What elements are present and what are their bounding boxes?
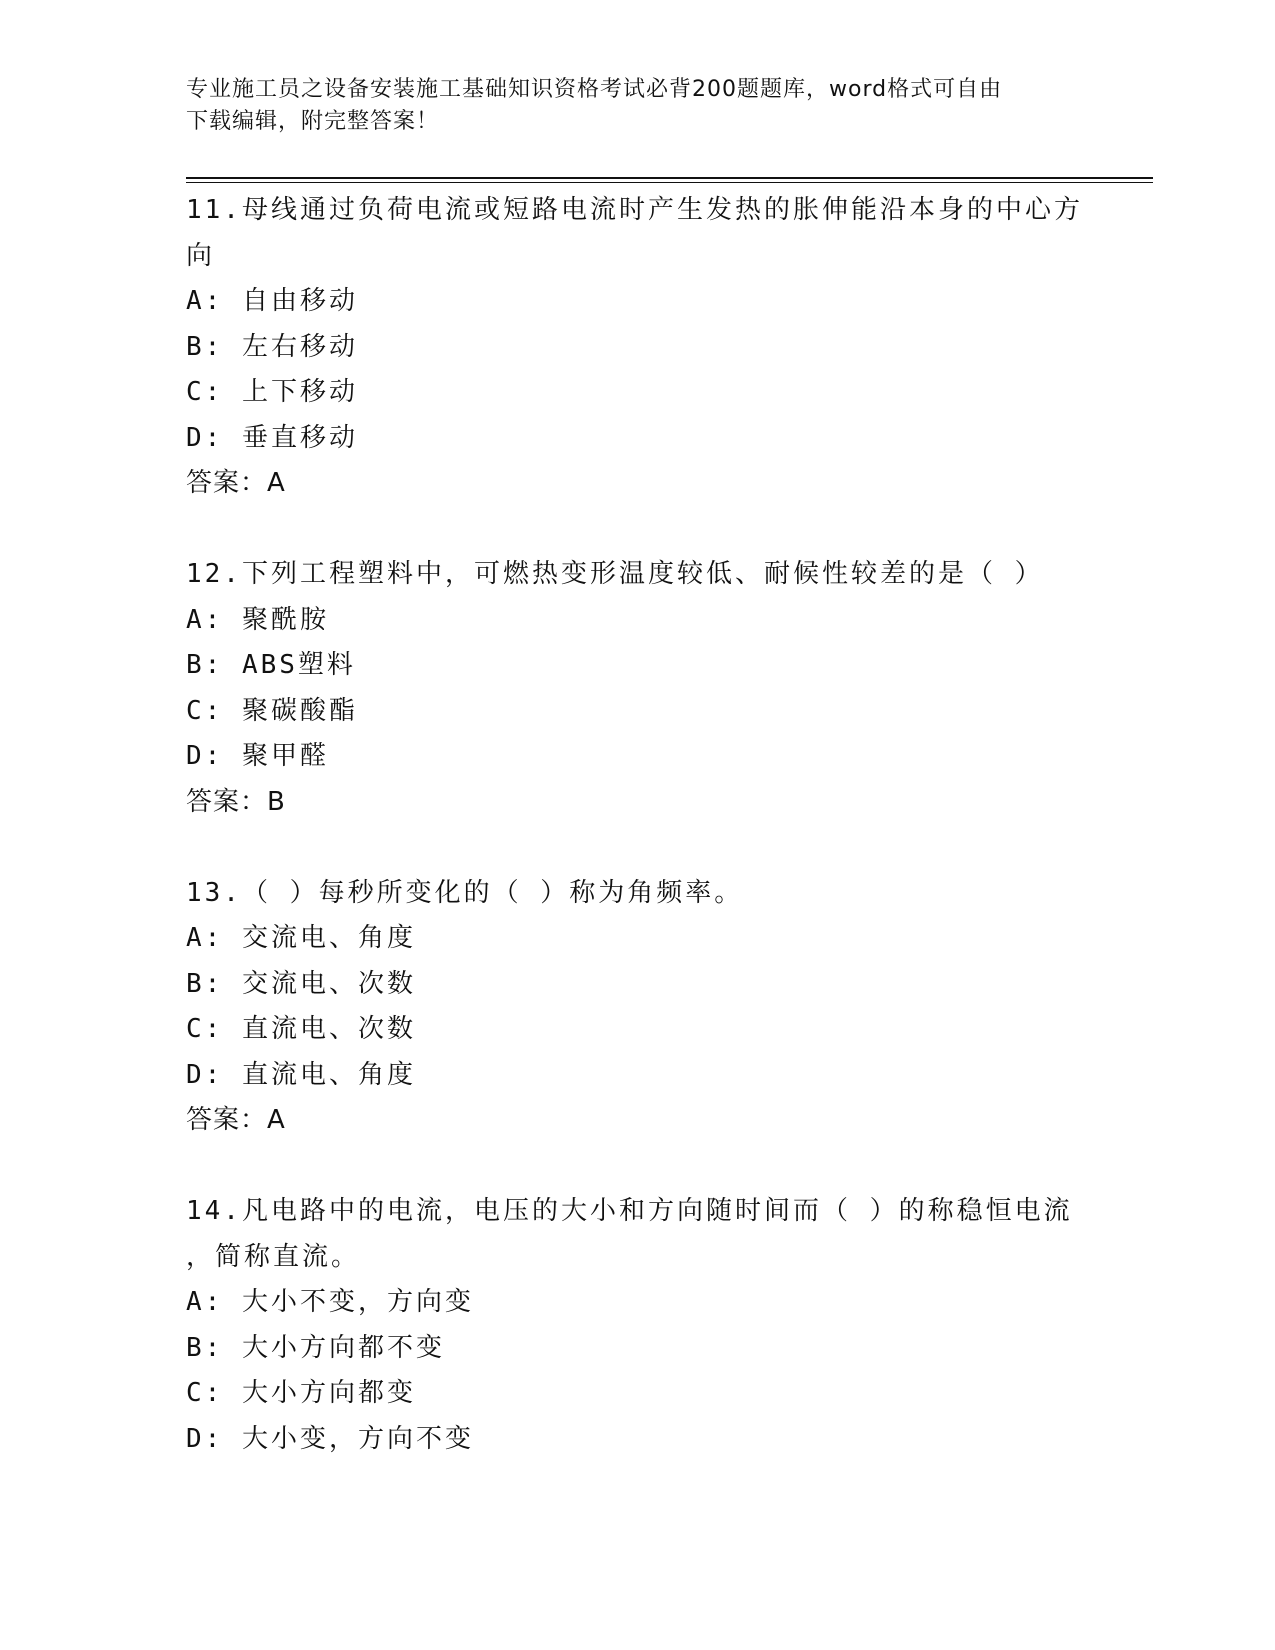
option-d bbox=[186, 1417, 1086, 1463]
option-a bbox=[186, 598, 1086, 644]
option-key: B: bbox=[186, 650, 224, 680]
option-text: 直流电、次数 bbox=[241, 1014, 416, 1044]
header-line-1: 专业施工员之设备安装施工基础知识资格考试必背200题题库，word格式可自由 bbox=[186, 77, 1003, 102]
header-line-2: 下载编辑，附完整答案！ bbox=[186, 109, 440, 134]
option-key: D: bbox=[186, 741, 224, 771]
answer-line: 答案：A bbox=[186, 1105, 286, 1135]
question-spacer bbox=[186, 1144, 1086, 1190]
option-key: D: bbox=[186, 422, 224, 453]
option-key: B: bbox=[186, 1332, 224, 1363]
question-11 bbox=[186, 188, 1086, 507]
option-text: 聚酰胺 bbox=[241, 604, 329, 635]
question-14 bbox=[186, 1189, 1086, 1462]
option-text: 交流电、角度 bbox=[241, 923, 416, 953]
option-text: 聚碳酸酯 bbox=[241, 695, 358, 726]
option-d bbox=[186, 416, 1086, 462]
option-key: A: bbox=[186, 286, 224, 316]
header-divider-thick bbox=[186, 177, 1153, 179]
question-stem: 11.母线通过负荷电流或短路电流时产生发热的胀伸能沿本身的中心方 bbox=[186, 195, 1083, 225]
question-spacer bbox=[186, 507, 1086, 553]
option-text: 聚甲醛 bbox=[241, 741, 329, 771]
answer-line: 答案：B bbox=[186, 786, 286, 817]
option-text: 上下移动 bbox=[241, 377, 358, 407]
option-b bbox=[186, 962, 1086, 1008]
document-header bbox=[186, 74, 1066, 138]
option-key: C: bbox=[186, 1378, 224, 1408]
option-a bbox=[186, 279, 1086, 325]
option-b bbox=[186, 1326, 1086, 1372]
question-list bbox=[186, 188, 1086, 1462]
option-text: 大小方向都变 bbox=[241, 1378, 416, 1408]
option-text: 自由移动 bbox=[241, 286, 358, 316]
option-c bbox=[186, 689, 1086, 735]
option-text: 大小不变，方向变 bbox=[241, 1287, 474, 1317]
question-stem: 13.（ ）每秒所变化的（ ）称为角频率。 bbox=[186, 877, 744, 908]
option-text: 大小变，方向不变 bbox=[241, 1423, 474, 1454]
option-key: A: bbox=[186, 1287, 224, 1317]
answer-line: 答案：A bbox=[186, 468, 286, 498]
option-text: ABS塑料 bbox=[241, 650, 356, 680]
option-d bbox=[186, 1053, 1086, 1099]
option-key: A: bbox=[186, 923, 224, 953]
question-13 bbox=[186, 871, 1086, 1144]
option-key: C: bbox=[186, 1014, 224, 1044]
option-text: 垂直移动 bbox=[241, 422, 358, 453]
question-spacer bbox=[186, 825, 1086, 871]
option-text: 左右移动 bbox=[241, 331, 358, 362]
option-key: B: bbox=[186, 331, 224, 362]
option-c bbox=[186, 1007, 1086, 1053]
option-key: B: bbox=[186, 968, 224, 999]
option-key: D: bbox=[186, 1423, 224, 1454]
header-divider-thin bbox=[186, 182, 1153, 183]
option-c bbox=[186, 1371, 1086, 1417]
question-stem: 14.凡电路中的电流，电压的大小和方向随时间而（ ）的称稳恒电流 bbox=[186, 1196, 1073, 1226]
question-12 bbox=[186, 552, 1086, 825]
question-stem-continued: ，简称直流。 bbox=[186, 1241, 361, 1272]
option-a bbox=[186, 916, 1086, 962]
question-stem-continued: 向 bbox=[186, 240, 216, 271]
option-text: 直流电、角度 bbox=[241, 1059, 416, 1090]
option-key: C: bbox=[186, 695, 224, 726]
option-b bbox=[186, 643, 1086, 689]
option-c bbox=[186, 370, 1086, 416]
option-key: A: bbox=[186, 604, 224, 635]
option-d bbox=[186, 734, 1086, 780]
option-key: D: bbox=[186, 1059, 224, 1090]
option-key: C: bbox=[186, 377, 224, 407]
option-text: 交流电、次数 bbox=[241, 968, 416, 999]
option-text: 大小方向都不变 bbox=[241, 1332, 445, 1363]
option-a bbox=[186, 1280, 1086, 1326]
option-b bbox=[186, 325, 1086, 371]
question-stem: 12.下列工程塑料中，可燃热变形温度较低、耐候性较差的是（ ） bbox=[186, 559, 1044, 589]
